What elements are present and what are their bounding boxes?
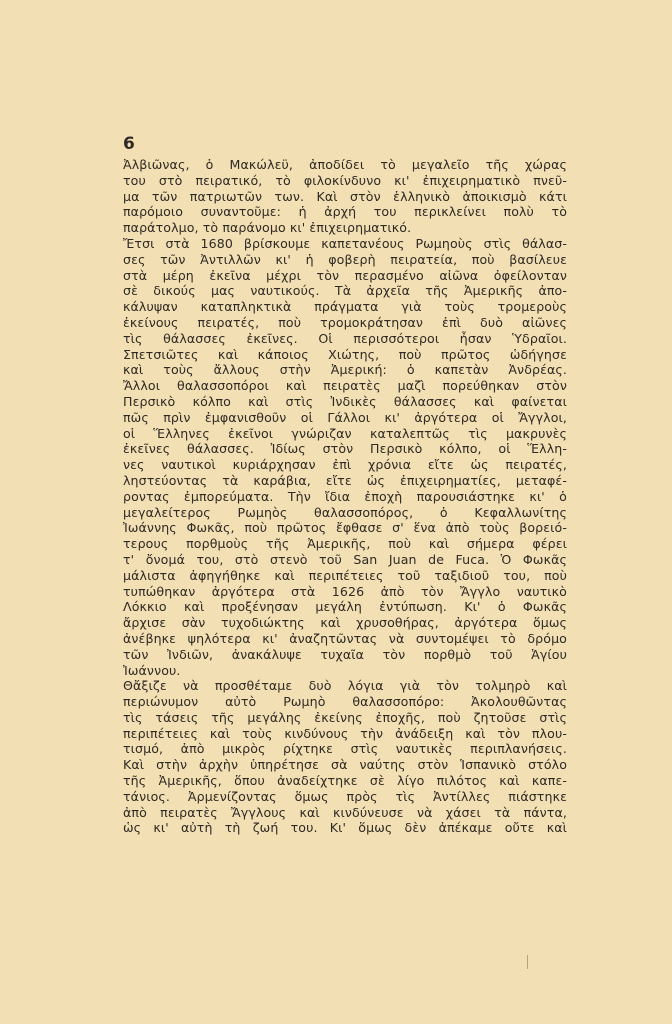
text-line: παρόμοιο συναντοῦμε: ἡ ἀρχή του περικλείνει πολὺ τὸ (123, 204, 567, 220)
text-line: Λόκκιο καὶ προξένησαν μεγάλη ἐντύπωση. Κι' ὁ Φωκᾶς (123, 599, 567, 615)
text-line: μα τῶν πατριωτῶν των. Καὶ στὸν ἑλληνικὸ ἀποικισμὸ κάτι (123, 188, 567, 204)
text-line: ἀνέβηκε ψηλότερα κι' ἀναζητῶντας νὰ συντομέψει τὸ δρόμο (123, 630, 567, 646)
text-line: Ἄλλοι θαλασσοπόροι καὶ πειρατὲς μαζὶ πορεύθηκαν στὸν (123, 378, 567, 394)
text-line: οἱ Ἕλληνες ἐκεῖνοι γνώριζαν καταλεπτῶς τὶς μακρυνὲς (123, 425, 567, 441)
text-line: ληστεύοντας τὰ καράβια, εἴτε ὡς ἐπιχειρηματίες, μεταφέ- (123, 472, 567, 488)
text-line: ἐκείνους πειρατές, ποὺ τρομοκράτησαν ἐπὶ δυὸ αἰῶνες (123, 314, 567, 330)
text-line: Ἀλβιῶνας, ὁ Μακώλεϋ, ἀποδίδει τὸ μεγαλεῖο τῆς χώρας (123, 157, 567, 172)
text-line: μεγαλείτερος Ρωμηὸς θαλασσοπόρος, ὁ Κεφαλλωνίτης (123, 504, 567, 520)
text-line: Ἔτσι στὰ 1680 βρίσκουμε καπετανέους Ρωμηοὺς στὶς θάλασ- (123, 235, 567, 251)
text-line: νες ναυτικοὶ κυριάρχησαν ἐπὶ χρόνια εἴτε ὡς πειρατές, (123, 457, 567, 473)
text-line: ἄρχισε σὰν τυχοδιώκτης καὶ χρυσοθήρας, ἀργότερα ὅμως (123, 615, 567, 631)
text-line: παράτολμο, τὸ παράνομο κι' ἐπιχειρηματικό. (123, 220, 412, 236)
text-line: στὰ μέρη ἐκεῖνα μέχρι τὸν περασμένο αἰῶνα ὀφείλονταν (123, 267, 567, 283)
text-line: τῆς Ἀμερικῆς, ὅπου ἀναδείχτηκε σὲ λίγο πιλότος καὶ καπε- (123, 773, 567, 789)
text-line: Καὶ στὴν ἀρχὴν ὑπηρέτησε σὰ ναύτης στὸν Ἱσπανικὸ στόλο (123, 757, 567, 773)
scan-mark (527, 955, 528, 969)
text-line: σες τῶν Ἀντιλλῶν κι' ἡ φοβερὴ πειρατεία, ποὺ βασίλευε (123, 251, 567, 267)
text-line: Θἄξιζε νὰ προσθέταμε δυὸ λόγια γιὰ τὸν τολμηρὸ καὶ (123, 678, 567, 694)
page-number: 6 (123, 134, 135, 154)
text-line: τ' ὄνομά του, στὸ στενὸ τοῦ San Juan de Fuca. Ὁ Φωκᾶς (123, 551, 567, 567)
text-line: τυπώθηκαν ἀργότερα στὰ 1626 ἀπὸ τὸν Ἄγγλο ναυτικὸ (123, 583, 567, 599)
text-line: του στὸ πειρατικό, τὸ φιλοκίνδυνο κι' ἐπιχειρηματικὸ πνεῦ- (123, 172, 567, 188)
text-line: περιπέτειες καὶ τοὺς κινδύνους τὴν ἀνάδειξη καὶ τὸν πλου- (123, 725, 567, 741)
text-line: Σπετσιῶτες καὶ κάποιος Χιώτης, ποὺ πρῶτος ὡδήγησε (123, 346, 567, 362)
text-line: ροντας ἐμπορεύματα. Τὴν ἴδια ἐποχὴ παρουσιάστηκε κι' ὁ (123, 488, 567, 504)
text-line: ἀπὸ πειρατὲς Ἄγγλους καὶ κινδύνευσε νὰ χάσει τὰ πάντα, (123, 804, 567, 820)
body-text (123, 157, 567, 836)
text-line: τισμό, ἀπὸ μικρὸς ρίχτηκε στὶς ναυτικὲς περιπλανήσεις. (123, 741, 567, 757)
text-line: Ἰωάννης Φωκᾶς, ποὺ πρῶτος ἔφθασε σ' ἕνα ἀπὸ τοὺς βορειό- (123, 520, 567, 536)
text-line: ἐκεῖνες θάλασσες. Ἰδίως στὸν Περσικὸ κόλπο, οἱ Ἕλλη- (123, 441, 567, 457)
text-line: Ἰωάννου. (123, 662, 181, 678)
text-line: σὲ δικούς μας ναυτικούς. Τὰ ἀρχεῖα τῆς Ἀμερικῆς ἀπο- (123, 283, 567, 299)
text-line: καὶ τοὺς ἄλλους στὴν Ἀμερική: ὁ καπετὰν Ἀνδρέας. (123, 362, 567, 378)
text-line: Περσικὸ κόλπο καὶ στὶς Ἰνδικὲς θάλασσες καὶ φαίνεται (123, 393, 567, 409)
text-line: τερους πορθμοὺς τῆς Ἀμερικῆς, ποὺ καὶ σήμερα φέρει (123, 536, 567, 552)
text-line: ὡς κι' αὐτὴ τὴ ζωή του. Κι' ὅμως δὲν ἀπέκαμε οὔτε καὶ (123, 820, 567, 836)
text-line: τὶς θάλασσες ἐκεῖνες. Οἱ περισσότεροι ἦσαν Ὑδραῖοι. (123, 330, 567, 346)
text-line: τὶς τάσεις τῆς μεγάλης ἐκείνης ἐποχῆς, ποὺ ζητοῦσε στὶς (123, 709, 567, 725)
text-line: τῶν Ἰνδιῶν, ἀνακάλυψε τυχαῖα τὸν πορθμὸ τοῦ Ἁγίου (123, 646, 567, 662)
text-line: κάλυψαν καταπληκτικὰ πράγματα γιὰ τοὺς τρομεροὺς (123, 299, 567, 315)
text-line: περιώνυμον αὐτὸ Ρωμηὸ θαλασσοπόρο: Ἀκολουθῶντας (123, 694, 567, 710)
text-line: τάνιος. Ἀρμενίζοντας ὅμως πρὸς τὶς Ἀντίλλες πιάστηκε (123, 788, 567, 804)
text-line: μάλιστα ἀφηγήθηκε καὶ περιπέτειες τοῦ ταξιδιοῦ του, ποὺ (123, 567, 567, 583)
text-line: πῶς πρὶν ἐμφανισθοῦν οἱ Γάλλοι κι' ἀργότερα οἱ Ἄγγλοι, (123, 409, 567, 425)
